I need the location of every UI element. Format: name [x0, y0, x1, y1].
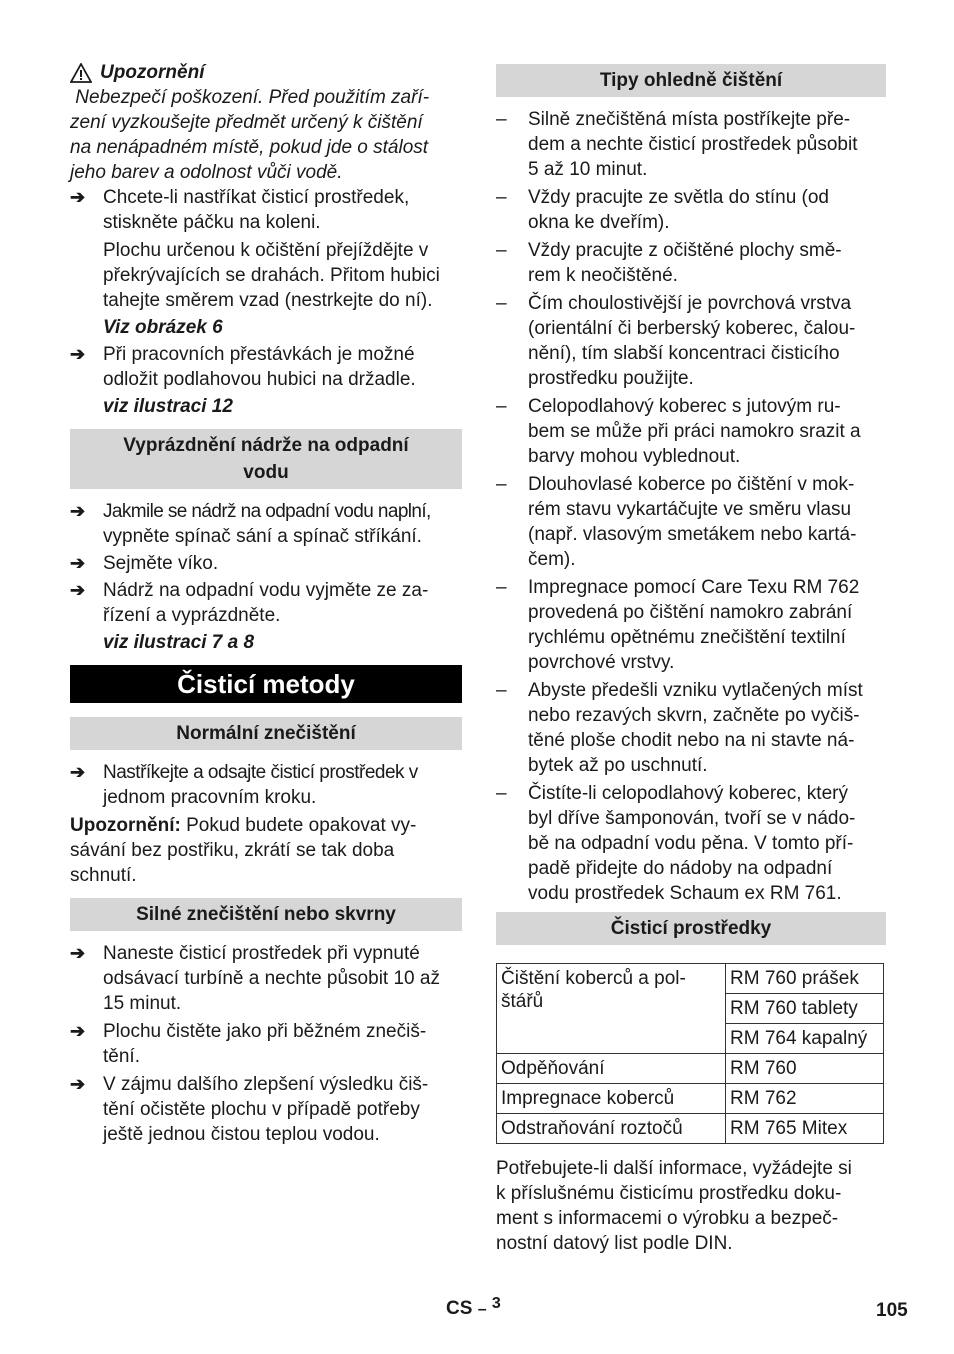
step-item	[70, 578, 462, 628]
heading-line: Vyprázdnění nádrže na odpadní	[123, 435, 409, 456]
paragraph-line: k příslušnému čisticímu prostředku doku-	[496, 1183, 842, 1204]
list-item-line: těné ploše chodit nebo na ni stavte ná-	[528, 730, 855, 751]
step-line: Naneste čisticí prostředek při vypnuté	[103, 943, 420, 964]
step-line: tění očistěte plochu v případě potřeby	[103, 1099, 420, 1120]
list-item-line: rem k neočištěné.	[528, 265, 678, 286]
list-item	[496, 291, 886, 391]
step-item	[70, 342, 462, 392]
list-item-line: rém stavu vykartáčujte ve směru vlasu	[528, 499, 852, 520]
step-item	[70, 551, 462, 576]
table-row	[497, 1084, 884, 1114]
step-line: odsávací turbíně a nechte působit 10 až	[103, 968, 440, 989]
instruction-paragraph	[70, 238, 462, 313]
list-item	[496, 472, 886, 572]
list-item-line: provedená po čištění namokro zabrání	[528, 602, 853, 623]
paragraph-line: ment s informacemi o výrobku a bezpeč-	[496, 1208, 839, 1229]
list-item-line: nění), tím slabší koncentraci čisticího	[528, 343, 840, 364]
table-cell-product: RM 760 tablety	[726, 994, 884, 1024]
tips-list	[496, 107, 886, 906]
dash-bullet: –	[496, 783, 507, 804]
note-text: Pokud budete opakovat vy-	[180, 815, 417, 836]
note-paragraph	[70, 813, 462, 888]
section-heading-drain	[70, 429, 462, 489]
step-line: V zájmu dalšího zlepšení výsledku čiš-	[103, 1074, 429, 1095]
table-cell-use: Odstraňování roztočů	[497, 1114, 726, 1144]
list-item-line: Vždy pracujte ze světla do stínu (od	[528, 187, 829, 208]
step-line: Sejměte víko.	[103, 553, 219, 574]
list-item-line: čem).	[528, 549, 576, 570]
list-item	[496, 678, 886, 778]
cell-line: štářů	[501, 991, 544, 1012]
step-line: Plochu čistěte jako při běžném znečiš-	[103, 1021, 427, 1042]
figure-reference: viz ilustraci 7 a 8	[103, 632, 255, 653]
list-item	[496, 394, 886, 469]
table-cell-product: RM 760 prášek	[726, 964, 884, 994]
list-item-line: Impregnace pomocí Care Texu RM 762	[528, 577, 860, 598]
table-row	[497, 964, 884, 994]
warning-title: Upozornění	[100, 62, 205, 83]
figure-reference: Viz obrázek 6	[103, 317, 223, 338]
step-line: jednom pracovním kroku.	[103, 787, 317, 808]
dash-bullet: –	[496, 577, 507, 598]
step-line: 15 minut.	[103, 993, 182, 1014]
list-item	[496, 185, 886, 235]
step-item	[70, 760, 462, 810]
section-heading-tips: Tipy ohledně čištění	[496, 64, 886, 97]
list-item-line: (orientální či berberský koberec, čalou-	[528, 318, 856, 339]
footer-subpage: 3	[491, 1295, 501, 1312]
list-item	[496, 238, 886, 288]
list-item-line: byl dříve šamponován, tvoří se v nádo-	[528, 808, 856, 829]
step-line: odložit podlahovou hubici na držadle.	[103, 369, 416, 390]
arrow-icon: ➔	[70, 580, 86, 600]
list-item-line: Čistíte-li celopodlahový koberec, který	[528, 783, 848, 804]
list-item-line: bytek až po uschnutí.	[528, 755, 708, 776]
list-item-line: okna ke dveřím).	[528, 212, 670, 233]
paragraph-line: tahejte směrem vzad (nestrkejte do ní).	[103, 290, 433, 311]
list-item	[496, 575, 886, 675]
list-item-line: rychlému opětnému znečištění textilní	[528, 627, 846, 648]
step-item	[70, 185, 462, 235]
dash-bullet: –	[496, 109, 507, 130]
table-cell-use: Odpěňování	[497, 1054, 726, 1084]
step-line: řízení a vyprázdněte.	[103, 605, 281, 626]
list-item	[496, 781, 886, 906]
footer-lang: CS	[446, 1298, 473, 1319]
warning-block	[70, 60, 462, 185]
products-table	[496, 963, 884, 1144]
note-text: sávání bez postřiku, zkrátí se tak doba	[70, 840, 395, 861]
list-item-line: Vždy pracujte z očištěné plochy smě-	[528, 240, 842, 261]
list-item-line: vodu prostředek Schaum ex RM 761.	[528, 883, 842, 904]
paragraph-line: nostní datový list podle DIN.	[496, 1233, 733, 1254]
arrow-icon: ➔	[70, 762, 86, 782]
step-line: Nastříkejte a odsajte čisticí prostředek v	[103, 762, 418, 783]
dash-bullet: –	[496, 474, 507, 495]
paragraph-line: Plochu určenou k očištění přejíždějte v	[103, 240, 429, 261]
step-line: Jakmile se nádrž na odpadní vodu naplní,	[103, 501, 431, 522]
warning-text-line: na nenápadném místě, pokud jde o stálost	[70, 137, 429, 158]
list-item	[496, 107, 886, 182]
table-cell-product: RM 765 Mitex	[726, 1114, 884, 1144]
footer-dash: –	[477, 1301, 487, 1318]
warning-text-line: Nebezpečí poškození. Před použitím zaří-	[70, 87, 430, 108]
step-line: stiskněte páčku na koleni.	[103, 212, 321, 233]
step-line: vypněte spínač sání a spínač stříkání.	[103, 526, 422, 547]
footer-language	[446, 1295, 501, 1320]
figure-reference: viz ilustraci 12	[103, 396, 233, 417]
step-line: ještě jednou čistou teplou vodou.	[103, 1124, 380, 1145]
table-cell-product: RM 760	[726, 1054, 884, 1084]
list-item-line: Dlouhovlasé koberce po čištění v mok-	[528, 474, 855, 495]
list-item-line: (např. vlasovým smetákem nebo kartá-	[528, 524, 857, 545]
left-column	[70, 60, 462, 1147]
step-item	[70, 499, 462, 549]
arrow-icon: ➔	[70, 553, 86, 573]
warning-text-line: zení vyzkoušejte předmět určený k čištění	[70, 112, 423, 133]
table-cell-use	[497, 964, 726, 1054]
dash-bullet: –	[496, 293, 507, 314]
step-line: Chcete-li nastříkat čisticí prostředek,	[103, 187, 410, 208]
list-item-line: Celopodlahový koberec s jutovým ru-	[528, 396, 841, 417]
step-item	[70, 1072, 462, 1147]
warning-triangle-icon	[70, 63, 92, 83]
dash-bullet: –	[496, 680, 507, 701]
main-heading: Čisticí metody	[70, 665, 462, 703]
list-item-line: 5 až 10 minut.	[528, 159, 648, 180]
step-line: Při pracovních přestávkách je možné	[103, 344, 415, 365]
list-item-line: Abyste předešli vzniku vytlačených míst	[528, 680, 863, 701]
arrow-icon: ➔	[70, 1074, 86, 1094]
section-heading-products: Čisticí prostředky	[496, 912, 886, 945]
section-heading-normal: Normální znečištění	[70, 717, 462, 750]
closing-paragraph	[496, 1156, 886, 1256]
right-column	[496, 60, 886, 1256]
paragraph-line: překrývajících se drahách. Přitom hubici	[103, 265, 440, 286]
warning-text-line: jeho barev a odolnost vůči vodě.	[70, 162, 343, 183]
page-number: 105	[876, 1300, 908, 1321]
heading-line: vodu	[243, 462, 289, 483]
dash-bullet: –	[496, 187, 507, 208]
section-heading-heavy: Silné znečištění nebo skvrny	[70, 898, 462, 931]
table-row	[497, 1054, 884, 1084]
dash-bullet: –	[496, 396, 507, 417]
table-cell-use: Impregnace koberců	[497, 1084, 726, 1114]
paragraph-line: Potřebujete-li další informace, vyžádejte si	[496, 1158, 852, 1179]
arrow-icon: ➔	[70, 344, 86, 364]
list-item-line: Silně znečištěná místa postříkejte pře-	[528, 109, 851, 130]
table-cell-product: RM 764 kapalný	[726, 1024, 884, 1054]
note-label: Upozornění:	[70, 815, 181, 836]
cell-line: Čištění koberců a pol-	[501, 968, 686, 989]
step-line: Nádrž na odpadní vodu vyjměte ze za-	[103, 580, 429, 601]
list-item-line: bem se může při práci namokro srazit a	[528, 421, 861, 442]
table-row	[497, 1114, 884, 1144]
list-item-line: dem a nechte čisticí prostředek působit	[528, 134, 858, 155]
arrow-icon: ➔	[70, 943, 86, 963]
arrow-icon: ➔	[70, 187, 86, 207]
note-text: schnutí.	[70, 865, 137, 886]
list-item-line: povrchové vrstvy.	[528, 652, 675, 673]
list-item-line: padě přidejte do nádoby na odpadní	[528, 858, 833, 879]
list-item-line: Čím choulostivější je povrchová vrstva	[528, 293, 852, 314]
list-item-line: nebo rezavých skvrn, začněte po vyčiš-	[528, 705, 860, 726]
arrow-icon: ➔	[70, 501, 86, 521]
dash-bullet: –	[496, 240, 507, 261]
step-line: tění.	[103, 1046, 140, 1067]
list-item-line: barvy mohou vyblednout.	[528, 446, 741, 467]
arrow-icon: ➔	[70, 1021, 86, 1041]
step-item	[70, 1019, 462, 1069]
step-item	[70, 941, 462, 1016]
list-item-line: prostředku použijte.	[528, 368, 694, 389]
list-item-line: bě na odpadní vodu pěna. V tomto pří-	[528, 833, 854, 854]
table-cell-product: RM 762	[726, 1084, 884, 1114]
